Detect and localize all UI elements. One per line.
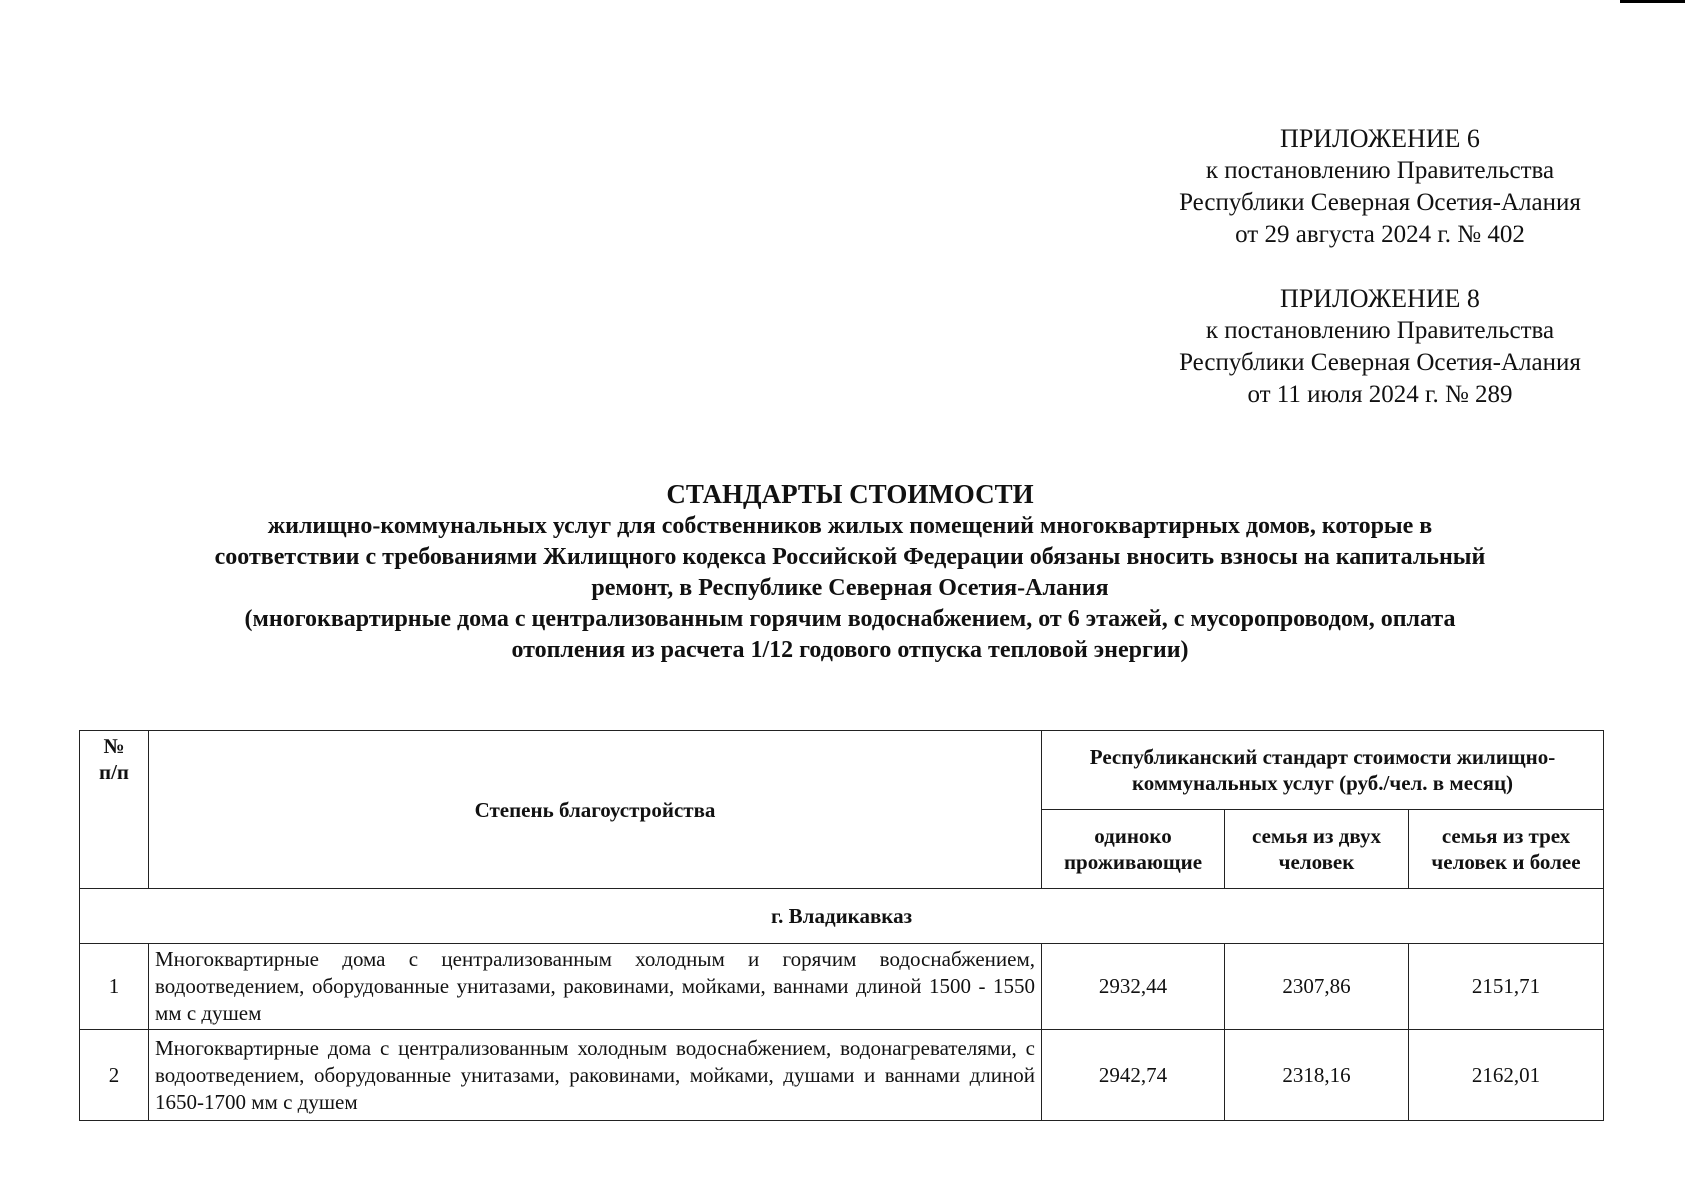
row-num: 1 xyxy=(80,944,149,1030)
row-family3: 2162,01 xyxy=(1409,1030,1604,1121)
row-family3: 2151,71 xyxy=(1409,944,1604,1030)
appendix-title: ПРИЛОЖЕНИЕ 6 xyxy=(1280,124,1480,153)
row-num: 2 xyxy=(80,1030,149,1121)
appendix-date: от 29 августа 2024 г. № 402 xyxy=(1235,221,1525,248)
header-num-symbol: № xyxy=(103,734,125,758)
city-name: г. Владикавказ xyxy=(80,889,1604,944)
scan-corner-mark xyxy=(1620,0,1685,3)
header-family3: семья из трех человек и более xyxy=(1409,810,1604,889)
appendix-title: ПРИЛОЖЕНИЕ 8 xyxy=(1280,284,1480,313)
row-family2: 2318,16 xyxy=(1225,1030,1409,1121)
document-subtitle-line: (многоквартирные дома с централизованным горячим водоснабжением, от 6 этажей, с мусоропроводом, оплата xyxy=(244,606,1456,632)
table-header-row xyxy=(80,731,1604,810)
appendix-line: к постановлению Правительства xyxy=(1205,157,1555,184)
appendix-line: Республики Северная Осетия-Алания xyxy=(1179,189,1581,216)
header-family2: семья из двух человек xyxy=(1225,810,1409,889)
row-single: 2942,74 xyxy=(1042,1030,1225,1121)
appendix-line: Республики Северная Осетия-Алания xyxy=(1179,349,1581,376)
appendix-6-block xyxy=(1130,123,1630,251)
header-standard: Республиканский стандарт стоимости жилищно-коммунальных услуг (руб./чел. в месяц) xyxy=(1042,731,1604,810)
header-num xyxy=(80,731,149,889)
document-subtitle-line: соответствии с требованиями Жилищного кодекса Российской Федерации обязаны вносить взносы на капитальный xyxy=(214,544,1486,570)
city-row xyxy=(80,889,1604,944)
appendix-date: от 11 июля 2024 г. № 289 xyxy=(1247,381,1513,408)
header-num-label: п/п xyxy=(98,760,130,784)
header-single: одиноко проживающие xyxy=(1042,810,1225,889)
row-description: Многоквартирные дома с централизованным холодным и горячим водоснабжением, водоотведением, оборудованные унитазами, раковинами, мойками, ваннами длиной 1500 - 1550 мм с душем xyxy=(149,944,1042,1030)
document-subtitle-line: ремонт, в Республике Северная Осетия-Алания xyxy=(591,575,1109,601)
appendix-line: к постановлению Правительства xyxy=(1205,317,1555,344)
document-subtitle-line: отопления из расчета 1/12 годового отпуска тепловой энергии) xyxy=(511,637,1189,663)
row-family2: 2307,86 xyxy=(1225,944,1409,1030)
cost-standards-table xyxy=(79,730,1604,1121)
header-degree: Степень благоустройства xyxy=(149,731,1042,889)
document-subtitle-line: жилищно-коммунальных услуг для собственников жилых помещений многоквартирных домов, которые в xyxy=(267,513,1433,539)
document-title: СТАНДАРТЫ СТОИМОСТИ xyxy=(666,479,1034,509)
appendix-8-block xyxy=(1130,283,1630,411)
table-row xyxy=(80,1030,1604,1121)
row-single: 2932,44 xyxy=(1042,944,1225,1030)
table-row xyxy=(80,944,1604,1030)
document-title-block xyxy=(80,477,1620,666)
row-description: Многоквартирные дома с централизованным холодным водоснабжением, водонагревателями, с водоотведением, оборудованные унитазами, раковинами, мойками, душами и ваннами длиной 1650-1700 мм с душем xyxy=(149,1030,1042,1121)
